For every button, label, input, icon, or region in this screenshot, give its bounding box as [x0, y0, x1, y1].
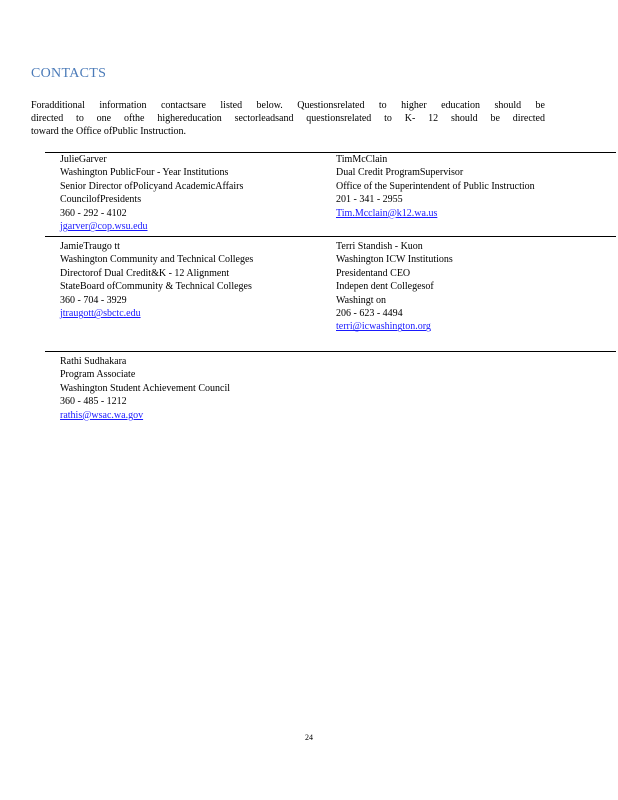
contact-card-terri-standish-kuon: [336, 240, 453, 334]
contact-email-link[interactable]: terri@icwashington.org: [336, 321, 431, 333]
page-number: 24: [305, 733, 313, 742]
contact-line: Presidentand CEO: [336, 267, 411, 279]
contact-name: TimMcClain: [336, 154, 388, 165]
contact-line: Washingt on: [336, 294, 387, 306]
intro-line: toward the Office ofPublic Instruction.: [31, 126, 187, 137]
contact-line: StateBoard ofCommunity & Technical Colleges: [60, 281, 252, 293]
contact-line: Washington Community and Technical Colleges: [60, 254, 254, 266]
contact-email-link[interactable]: jtraugott@sbctc.edu: [60, 308, 141, 320]
contact-line: Program Associate: [60, 369, 136, 381]
contact-line: CouncilofPresidents: [60, 194, 142, 206]
contact-name: Rathi Sudhakara: [60, 356, 127, 367]
divider: [45, 351, 616, 352]
contact-phone: 201 - 341 - 2955: [336, 194, 403, 206]
contact-name: JulieGarver: [60, 154, 107, 165]
contact-name: Terri Standish - Kuon: [336, 241, 423, 252]
contact-line: Washington PublicFour - Year Institutions: [60, 167, 229, 179]
intro-line: Foradditional information contactsare listed below. Questionsrelated to higher education should be: [31, 100, 545, 111]
contact-name: JamieTraugo tt: [60, 241, 120, 252]
contact-phone: 360 - 485 - 1212: [60, 396, 127, 408]
contact-email-link[interactable]: Tim.Mcclain@k12.wa.us: [336, 207, 438, 219]
page-title: CONTACTS: [31, 66, 107, 81]
contact-line: Directorof Dual Credit&K - 12 Alignment: [60, 267, 230, 279]
contact-phone: 206 - 623 - 4494: [336, 308, 403, 320]
contact-email-link[interactable]: jgarver@cop.wsu.edu: [60, 221, 148, 233]
contact-line: Indepen dent Collegesof: [336, 281, 434, 293]
contact-card-rathi-sudhakara: [60, 355, 230, 422]
intro-paragraph: [31, 99, 545, 138]
intro-line: directed to one ofthe highereducation sectorleadsand questionsrelated to K- 12 should be directed: [31, 113, 545, 124]
contact-email-link[interactable]: rathis@wsac.wa.gov: [60, 409, 144, 421]
contact-line: Washington Student Achievement Council: [60, 382, 231, 394]
divider: [45, 236, 616, 237]
contact-line: Washington ICW Institutions: [336, 254, 453, 266]
contact-card-tim-mcclain: [336, 153, 535, 220]
contact-line: Dual Credit ProgramSupervisor: [336, 167, 464, 179]
contact-card-julie-garver: [60, 153, 243, 233]
contact-phone: 360 - 292 - 4102: [60, 207, 127, 219]
contact-line: Senior Director ofPolicyand AcademicAffairs: [60, 180, 244, 192]
contact-phone: 360 - 704 - 3929: [60, 294, 127, 306]
contact-card-jamie-traugott: [60, 240, 253, 320]
contact-line: Office of the Superintendent of Public Instruction: [336, 180, 535, 192]
